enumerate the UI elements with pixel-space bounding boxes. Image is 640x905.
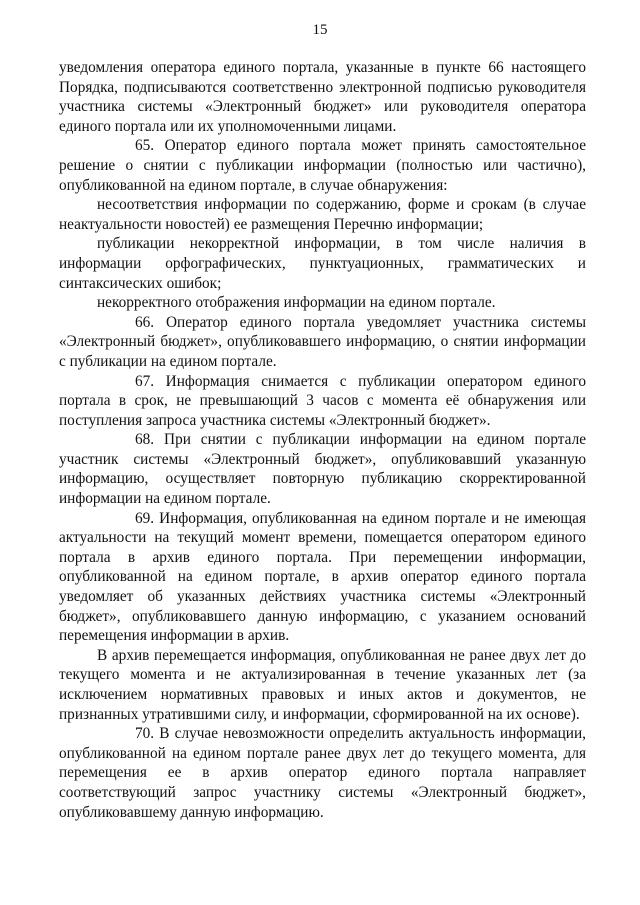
paragraph-text: несоответствия информации по содержанию, форме и срокам (в случае неактуальности новостей) ее размещения Перечню информации; [59, 196, 586, 233]
paragraph-text: некорректного отображения информации на едином портале. [97, 294, 496, 312]
paragraph-66 [59, 313, 586, 372]
paragraph-number: 68. [135, 431, 155, 449]
paragraph-item [59, 234, 586, 293]
paragraph-text: Оператор единого портала может принять самостоятельное решение о снятии с публикации информации (полностью или частично), опубликованной на едином портале, в случае обнаружения: [59, 137, 586, 194]
paragraph-number: 70. [135, 725, 155, 743]
page-number: 15 [312, 22, 328, 38]
paragraph-text: Информация снимается с публикации оператором единого портала в срок, не превышающий 3 часов с момента её обнаружения или поступления запроса участника системы «Электронный бюджет». [59, 372, 586, 429]
paragraph-68 [59, 430, 586, 508]
paragraph-text: При снятии с публикации информации на едином портале участник системы «Электронный бюджет», опубликовавший указанную информацию, осуществляет повторную публикацию скорректированной информации на едином портале. [59, 431, 586, 508]
paragraph-text: публикации некорректной информации, в том числе наличия в информации орфографических, пунктуационных, грамматических и синтаксических ошибок; [59, 235, 586, 292]
paragraph-number: 67. [135, 372, 155, 390]
paragraph-text: В архив перемещается информация, опубликованная не ранее двух лет до текущего момента и не актуализированная в течение указанных лет (за исключением нормативных правовых и иных актов и документов, не признанных утратившими силу, и информации, сформированной на их основе). [59, 646, 586, 723]
paragraph-70 [59, 724, 586, 822]
document-body [59, 58, 586, 822]
paragraph-69 [59, 509, 586, 646]
paragraph-number: 65. [135, 137, 155, 155]
paragraph-text: уведомления оператора единого портала, указанные в пункте 66 настоящего Порядка, подписываются соответственно электронной подписью руководителя участника системы «Электронный бюджет» или руководителя оператора единого портала или их уполномоченными лицами. [59, 59, 586, 135]
paragraph-text: В случае невозможности определить актуальность информации, опубликованной на едином портале ранее двух лет до текущего момента, для перемещения ее в архив оператор единого портала направляет соответствующий запрос участнику системы «Электронный бюджет», опубликовавшему данную информацию. [59, 725, 587, 821]
paragraph-67 [59, 372, 586, 431]
paragraph-continuation [59, 58, 586, 136]
paragraph-item [59, 646, 586, 724]
paragraph-item [59, 293, 586, 313]
paragraph-text: Оператор единого портала уведомляет участника системы «Электронный бюджет», опубликовавшего информацию, о снятии информации с публикации на едином портале. [59, 313, 586, 370]
paragraph-text: Информация, опубликованная на едином портале и не имеющая актуальности на текущий момент времени, помещается оператором единого портала в архив единого портала. При перемещении информации, опубликованной на едином портале, в архив оператор единого портала уведомляет об указанных действиях участника системы «Электронный бюджет», опубликовавшего данную информацию, с указанием оснований перемещения информации в архив. [59, 509, 587, 645]
paragraph-item [59, 195, 586, 234]
paragraph-number: 66. [135, 313, 155, 331]
paragraph-65 [59, 136, 586, 195]
paragraph-number: 69. [135, 509, 155, 527]
